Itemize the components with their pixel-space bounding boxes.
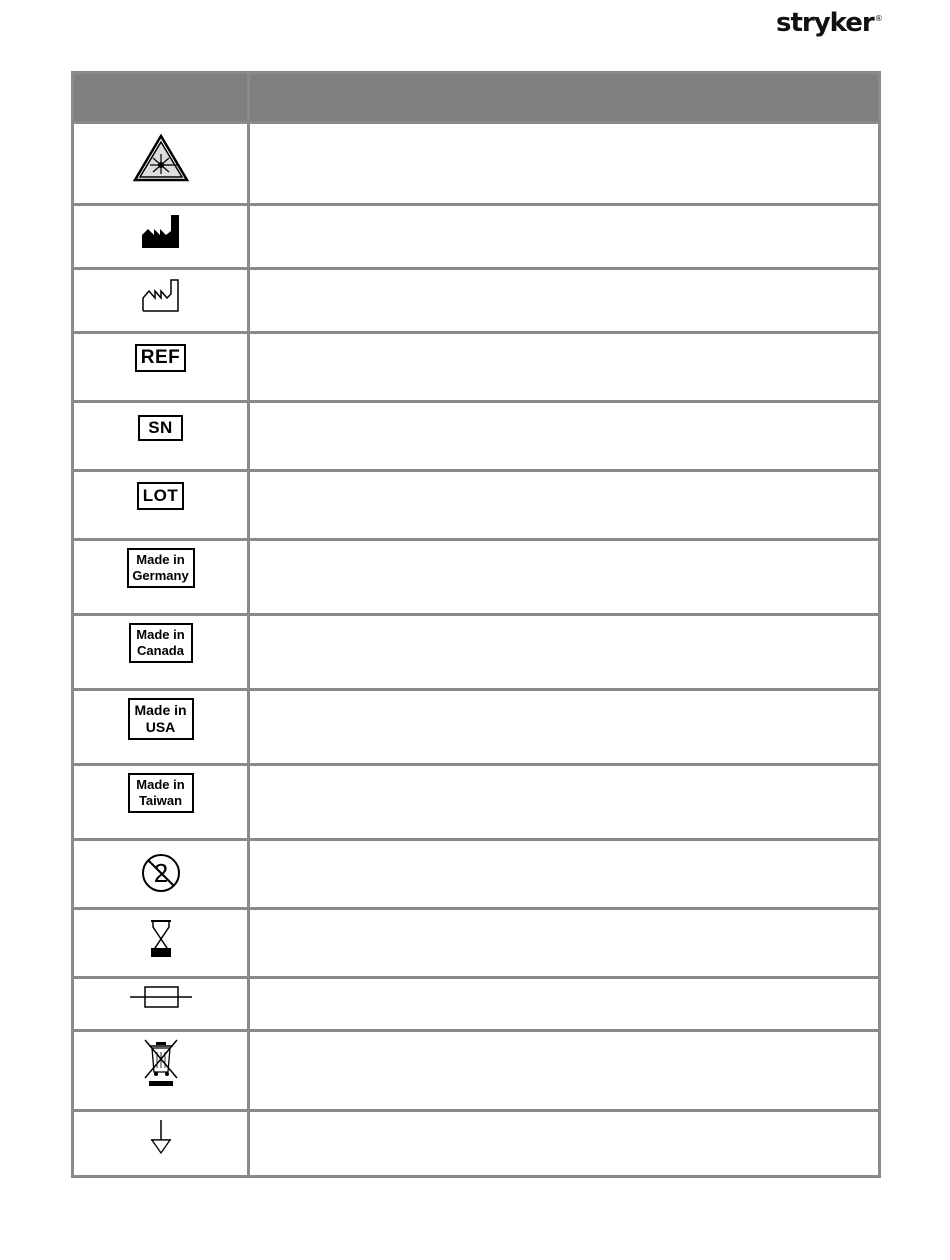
column-header-symbol <box>73 73 249 123</box>
made-in-label: Made in <box>134 702 187 718</box>
use-by-date-icon <box>149 919 173 959</box>
country-label: Taiwan <box>138 793 183 808</box>
description-cell <box>249 840 880 909</box>
catalog-number-icon: REF <box>135 344 187 372</box>
svg-text:2: 2 <box>153 858 168 888</box>
stryker-logo <box>776 8 882 38</box>
symbol-cell <box>73 1111 249 1177</box>
table-row <box>73 269 880 333</box>
symbol-cell <box>73 402 249 471</box>
symbol-cell <box>73 978 249 1031</box>
country-label: USA <box>145 719 176 735</box>
made-in-label: Made in <box>136 552 185 567</box>
table-row <box>73 123 880 205</box>
fuse-icon <box>129 985 193 1009</box>
description-cell <box>249 402 880 471</box>
table-row <box>73 402 880 471</box>
description-cell <box>249 615 880 690</box>
column-header-description <box>249 73 880 123</box>
laser-warning-icon <box>133 134 189 182</box>
symbol-cell <box>73 690 249 765</box>
symbol-cell <box>73 205 249 269</box>
table-row <box>73 690 880 765</box>
brand-name: stryker <box>776 8 874 38</box>
symbol-cell <box>73 471 249 540</box>
table-row <box>73 1031 880 1111</box>
table-row <box>73 765 880 840</box>
symbol-cell <box>73 765 249 840</box>
table-row <box>73 840 880 909</box>
symbol-cell <box>73 615 249 690</box>
table-row <box>73 471 880 540</box>
description-cell <box>249 269 880 333</box>
table-row <box>73 1111 880 1177</box>
made-in-label: Made in <box>136 777 185 792</box>
made-in-taiwan-icon <box>128 773 194 813</box>
lot-number-icon: LOT <box>137 482 185 510</box>
symbol-table <box>71 71 881 1178</box>
description-cell <box>249 1111 880 1177</box>
table-row <box>73 978 880 1031</box>
weee-disposal-icon <box>142 1038 180 1088</box>
description-cell <box>249 205 880 269</box>
symbol-cell <box>73 123 249 205</box>
description-cell <box>249 471 880 540</box>
manufacturer-icon <box>141 213 181 249</box>
table-header-row <box>73 73 880 123</box>
made-in-label: Made in <box>136 627 185 642</box>
equipotential-icon <box>149 1118 173 1158</box>
description-cell <box>249 540 880 615</box>
table-row <box>73 333 880 402</box>
table-row <box>73 540 880 615</box>
registered-mark: ® <box>874 14 882 24</box>
country-label: Germany <box>132 568 189 583</box>
description-cell <box>249 333 880 402</box>
description-cell <box>249 909 880 978</box>
description-cell <box>249 765 880 840</box>
made-in-germany-icon <box>127 548 195 588</box>
description-cell <box>249 978 880 1031</box>
symbol-cell <box>73 269 249 333</box>
description-cell <box>249 123 880 205</box>
symbol-cell <box>73 333 249 402</box>
table-row <box>73 909 880 978</box>
country-label: Canada <box>137 643 184 658</box>
description-cell <box>249 1031 880 1111</box>
serial-number-icon: SN <box>138 415 183 441</box>
description-cell <box>249 690 880 765</box>
symbol-cell <box>73 1031 249 1111</box>
date-of-manufacture-icon <box>141 277 181 313</box>
table-row <box>73 615 880 690</box>
do-not-reuse-icon <box>140 852 182 894</box>
symbol-cell <box>73 840 249 909</box>
symbol-cell <box>73 540 249 615</box>
made-in-usa-icon <box>128 698 194 740</box>
symbol-cell <box>73 909 249 978</box>
made-in-canada-icon <box>129 623 193 663</box>
table-row <box>73 205 880 269</box>
